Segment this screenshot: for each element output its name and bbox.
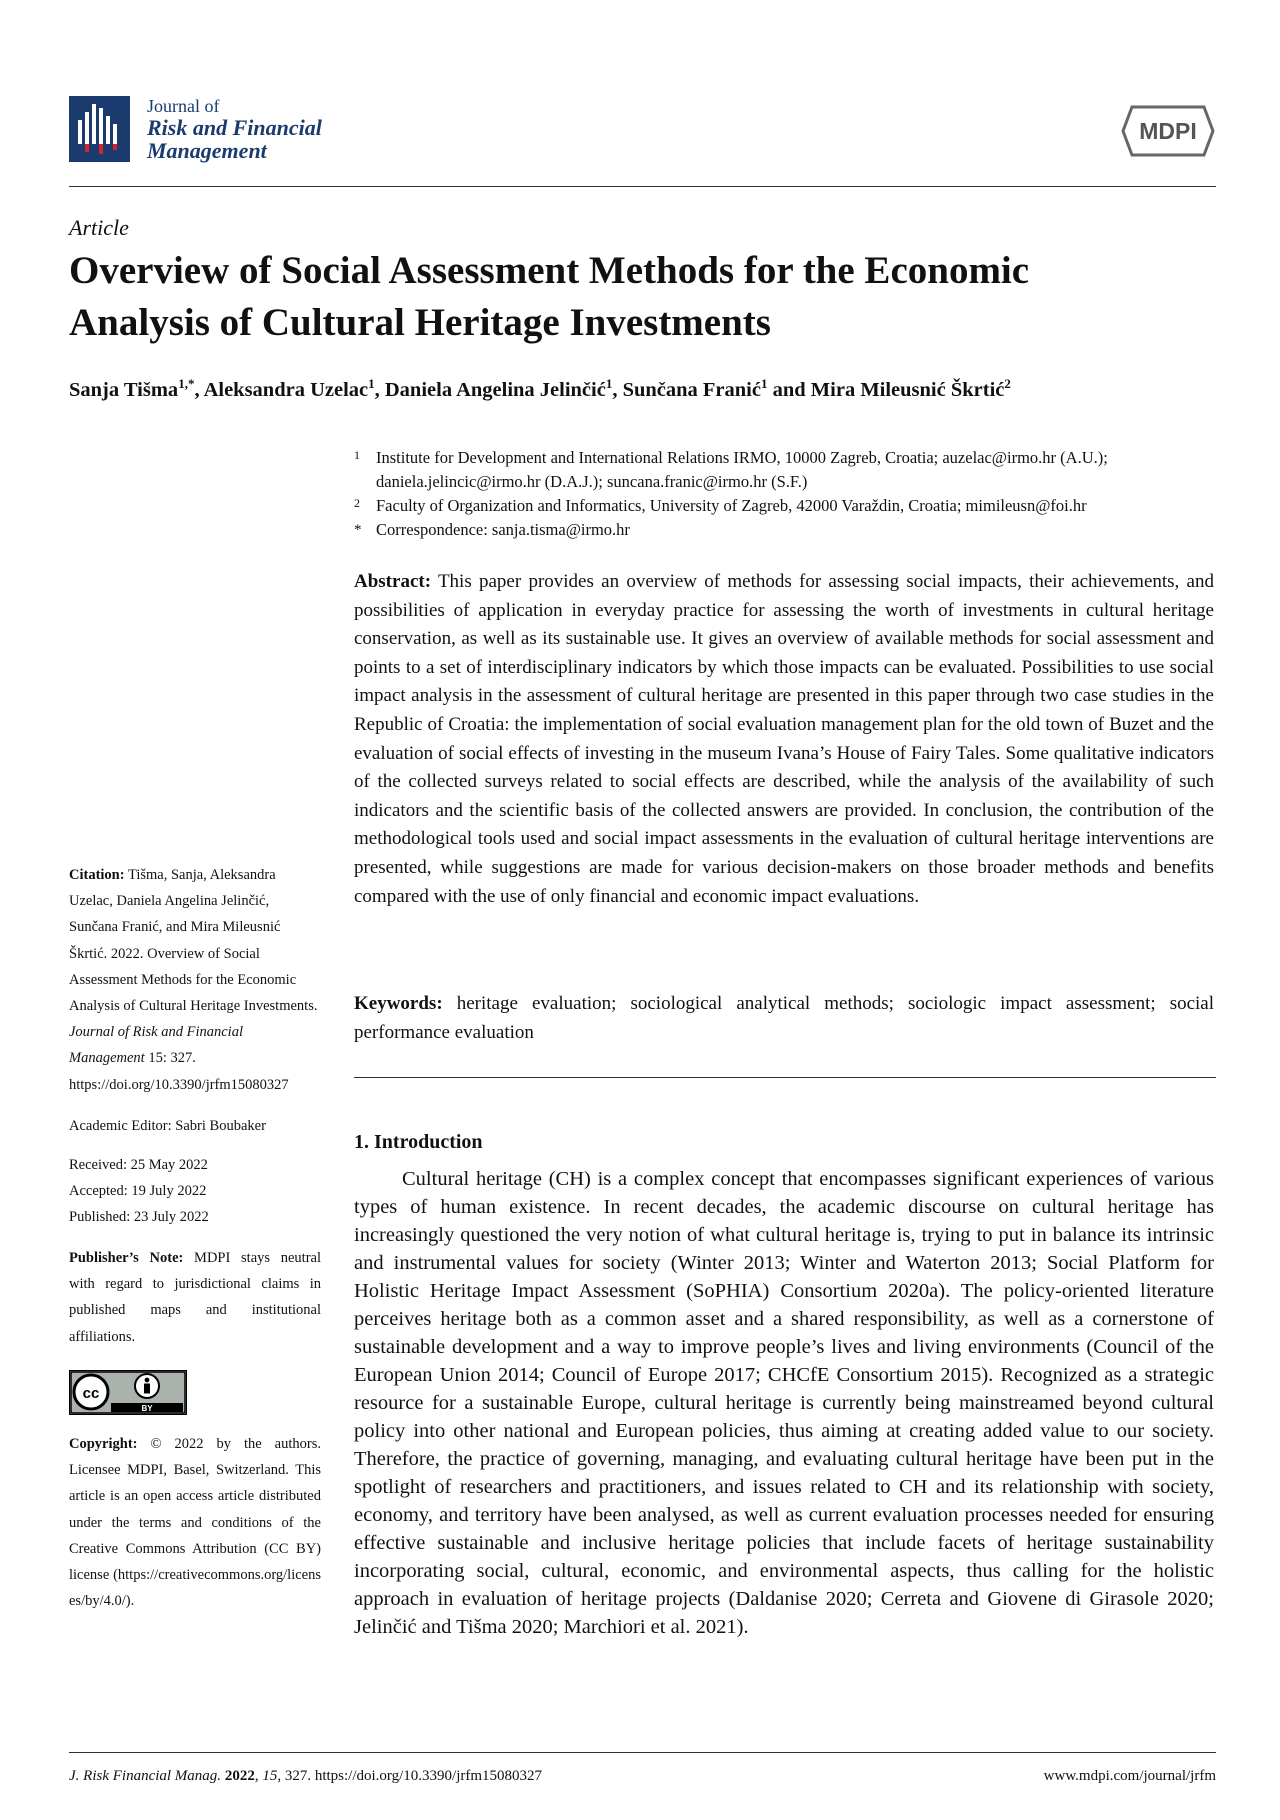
affiliation-mark: 2 (354, 496, 360, 510)
journal-name-line1: Risk and Financial (147, 114, 322, 140)
citation-label: Citation: (69, 867, 125, 883)
mdpi-logo-icon (1120, 103, 1216, 159)
author-name: Aleksandra Uzelac (203, 378, 369, 401)
mdpi-logo-text: MDPI (1139, 118, 1197, 144)
introduction-paragraph: Cultural heritage (CH) is a complex concept that encompasses significant experiences of various types of human existence. In recent decades, the academic discourse on cultural heritage has increasingly questioned the very notion of what cultural heritage is, trying to put in balance its intrinsic and instrumental values for society (Winter 2013; Winter and Waterton 2013; Social Platform for Holistic Heritage Impact Assessment (SoPHIA) Consortium 2020a). The policy-oriented literature perceives heritage both as a common asset and a shared responsibility, as well as a cornerstone of sustainable development and a way to improve people’s lives and living environments (Council of the European Union 2014; Council of Europe 2017; CHCfE Consortium 2015). Recognized as a strategic resource for a sustainable Europe, cultural heritage is currently being mainstreamed beyond cultural policy into other national and European policies, thus aiming at creating added value to our society. Therefore, the practice of governing, managing, and evaluating cultural heritage have been put in the spotlight of researchers and practitioners, and issues related to CH and its relationship with society, economy, and territory have been analysed, as well as current evaluation processes needed for ensuring effective sustainable and inclusive heritage policies that include facets of heritage sustainability incorporating social, cultural, economic, and environmental aspects, thus calling for the holistic approach in evaluation of heritage projects (Daldanise 2020; Cerreta and Giovene di Girasole 2020; Jelinčić and Tišma 2020; Marchiori et al. 2021). (354, 1168, 1214, 1638)
article-title: Overview of Social Assessment Methods for the Economic Analysis of Cultural Heritage Investments (69, 249, 1030, 344)
footer-journal-abbrev: J. Risk Financial Manag. (69, 1768, 222, 1784)
author-affiliation-mark: 1 (760, 376, 768, 391)
author-name: Sanja Tišma (69, 378, 179, 401)
footer-journal-site-link[interactable]: www.mdpi.com/journal/jrfm (1043, 1768, 1216, 1784)
author-list (69, 376, 1011, 402)
header-divider (69, 186, 1216, 187)
affiliation-text: Faculty of Organization and Informatics, University of Zagreb, 42000 Varaždin, Croatia; mimileusn@foi.hr (376, 496, 1087, 515)
section-heading-introduction: 1. Introduction (354, 1131, 483, 1153)
publisher-note (69, 1245, 321, 1350)
journal-name (147, 97, 322, 162)
author-separator: , (612, 378, 623, 401)
keywords (354, 990, 1214, 1047)
author-affiliation-mark: 1,* (178, 376, 195, 391)
accepted-date: Accepted: 19 July 2022 (69, 1183, 207, 1200)
citation-tail: 15: 327. https://doi.org/10.3390/jrfm15080327 (69, 1050, 289, 1093)
article-type: Article (69, 215, 129, 240)
publisher-note-text: MDPI stays neutral with regard to jurisdictional claims in published maps and institutional affiliations. (69, 1250, 321, 1345)
affiliation-text: Institute for Development and International Relations IRMO, 10000 Zagreb, Croatia; auzelac@irmo.hr (A.U.); daniela.jelincic@irmo.hr (D.A.J.); suncana.franic@irmo.hr (S.F.) (376, 448, 1108, 491)
footer-year: 2022 (224, 1768, 255, 1784)
affiliation-item (354, 518, 1234, 542)
journal-name-line2: Management (147, 137, 267, 163)
author-name: Mira Mileusnić Škrtić (810, 378, 1005, 401)
article-dates (69, 1152, 321, 1231)
footer-doi-link[interactable]: https://doi.org/10.3390/jrfm15080327 (314, 1768, 543, 1784)
footer-citation: J. Risk Financial Manag. 2022, 15, 327. https://doi.org/10.3390/jrfm15080327 (69, 1768, 543, 1784)
section-divider (354, 1077, 1216, 1078)
received-date: Received: 25 May 2022 (69, 1157, 208, 1173)
author-name: Daniela Angelina Jelinčić (384, 378, 606, 401)
footer-article-number: , 327. (277, 1768, 315, 1784)
footer-volume: 15 (262, 1768, 278, 1784)
publisher-note-label: Publisher’s Note: (69, 1250, 184, 1266)
affiliation-item (354, 446, 1234, 494)
cc-badge-text: BY (141, 1404, 153, 1413)
correspondence-mark: * (354, 522, 362, 538)
correspondence-text: Correspondence: sanja.tisma@irmo.hr (376, 520, 630, 539)
keywords-label: Keywords: (354, 993, 443, 1014)
affiliation-list (354, 446, 1234, 542)
author-name: Sunčana Franić (622, 378, 761, 401)
author-affiliation-mark: 2 (1004, 376, 1011, 391)
citation-text: Tišma, Sanja, Aleksandra Uzelac, Daniela Angelina Jelinčić, Sunčana Franić, and Mira Mileusnić Škrtić. 2022. Overview of Social Assessment Methods for the Economic Analysis of Cultural Heritage Investments. (69, 867, 318, 1015)
license-link[interactable]: (https://creativecommons.org/licenses/by/4.0/). (69, 1567, 321, 1610)
footer-divider (69, 1752, 1216, 1753)
cc-by-license-icon[interactable] (69, 1370, 187, 1415)
author-separator: and (767, 378, 811, 401)
citation-block (69, 862, 321, 1098)
svg-text:cc: cc (82, 1385, 100, 1402)
abstract (354, 568, 1214, 911)
affiliation-mark: 1 (354, 448, 360, 462)
abstract-text: This paper provides an overview of methods for assessing social impacts, their achievements, and possibilities of application in everyday practice for assessing the worth of investments in cultural heritage conservation, as well as its sustainable use. It gives an overview of available methods for social assessment and points to a set of interdisciplinary indicators by which those impacts can be evaluated. Possibilities to use social impact analysis in the assessment of cultural heritage are presented in this paper through two case studies in the Republic of Croatia: the implementation of social evaluation management plan for the old town of Buzet and the evaluation of social effects of investing in the museum Ivana’s House of Fairy Tales. Some qualitative indicators of the collected surveys related to social effects are described, while the analysis of the availability of such indicators and the scientific basis of the collected answers are provided. In conclusion, the contribution of the methodological tools used and social impact assessments in the evaluation of cultural heritage interventions are presented, while suggestions are made for various decision-makers on those broader methods and benefits compared with the use of only financial and economic impact evaluations. (354, 571, 1214, 907)
keywords-text: heritage evaluation; sociological analytical methods; sociologic impact assessment; social performance evaluation (354, 993, 1215, 1043)
author-separator: , (194, 378, 204, 401)
published-date: Published: 23 July 2022 (69, 1209, 209, 1226)
copyright-text: © 2022 by the authors. Licensee MDPI, Basel, Switzerland. This article is an open access article distributed under the terms and conditions of the Creative Commons Attribution (CC BY) license (69, 1436, 321, 1584)
citation-journal: Journal of Risk and Financial Management (69, 1024, 243, 1067)
journal-logo-icon (69, 96, 130, 162)
author-separator: , (374, 378, 385, 401)
journal-name-prefix: Journal of (147, 96, 220, 116)
author-affiliation-mark: 1 (605, 376, 613, 391)
abstract-label: Abstract: (354, 571, 432, 592)
academic-editor: Academic Editor: Sabri Boubaker (69, 1118, 266, 1134)
copyright-label: Copyright: (69, 1436, 138, 1452)
copyright-block (69, 1431, 321, 1614)
affiliation-item (354, 494, 1234, 518)
author-affiliation-mark: 1 (368, 376, 375, 391)
